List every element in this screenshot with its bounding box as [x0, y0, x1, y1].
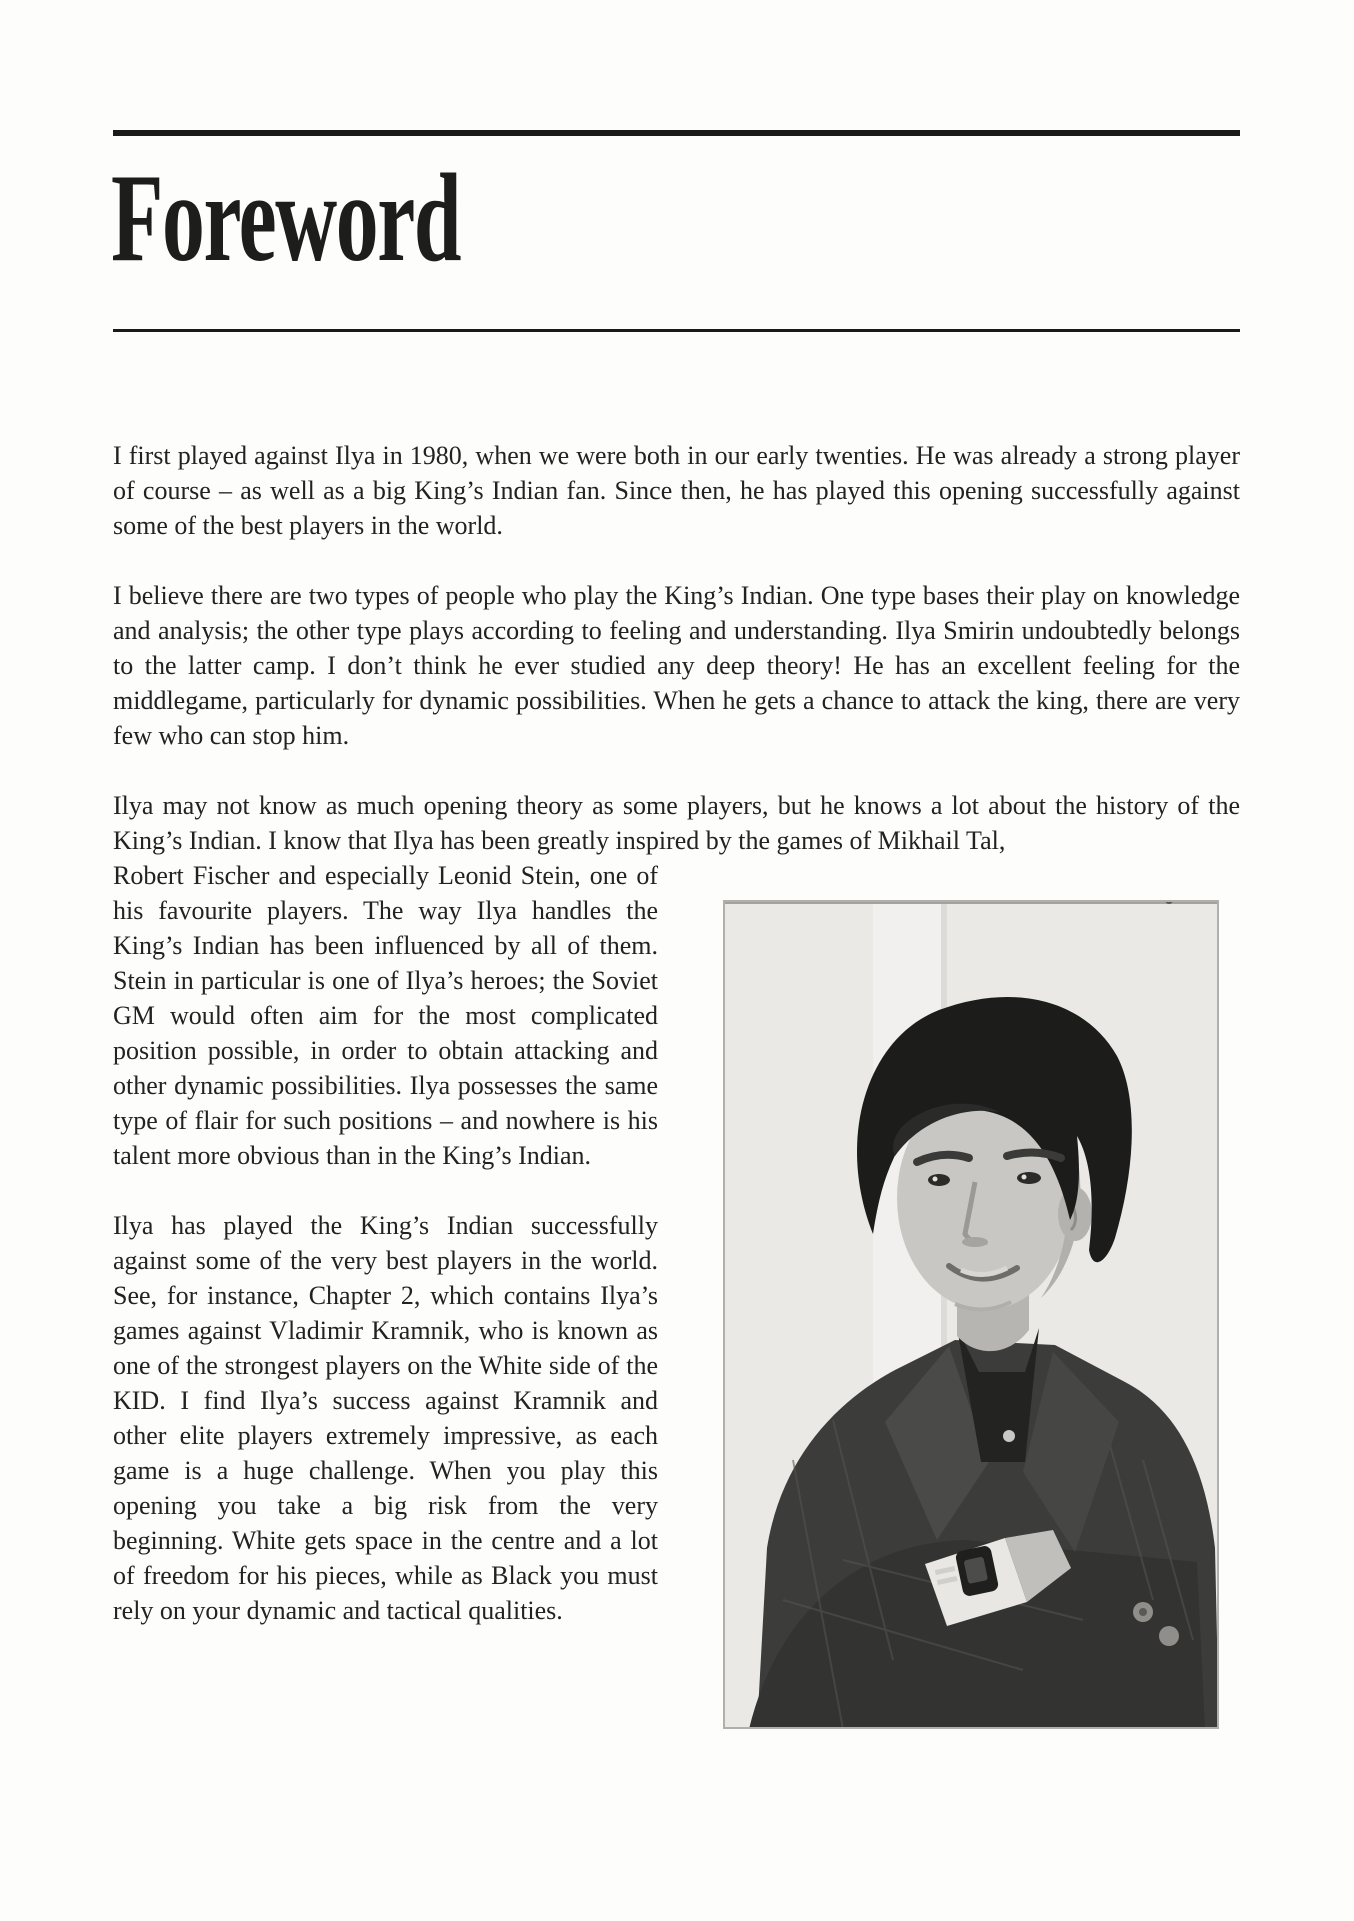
paragraph-1: I first played against Ilya in 1980, when we were both in our early twenties. He was already a strong player of course – as well as a big King’s Indian fan. Since then, he has played this opening successfully against some of the best players in the world.	[113, 441, 1240, 540]
paragraph-2: I believe there are two types of people who play the King’s Indian. One type bases their play on knowledge and analysis; the other type plays according to feeling and understanding. Ilya Smirin undoubtedly belongs to the latter camp. I don’t think he ever studied any deep theory! He has an excellent feeling for the middlegame, particularly for dynamic possibilities. When he gets a chance to attack the king, there are very few who can stop him.	[113, 581, 1240, 750]
title-rule	[113, 329, 1240, 332]
photo-wrap-section	[113, 858, 1240, 1729]
top-rule	[113, 130, 1240, 136]
paragraph-3-continued: Robert Fischer and especially Leonid Stein, one of his favourite players. The way Ilya handles the King’s Indian has been influenced by all of them. Stein in particular is one of Ilya’s heroes; the Soviet GM would often aim for the most complicated position possible, in order to obtain attacking and other dynamic possibilities. Ilya possesses the same type of flair for such positions – and nowhere is his talent more obvious than in the King’s Indian.	[113, 861, 658, 1170]
paragraph-4: Ilya has played the King’s Indian successfully against some of the very best players in the world. See, for instance, Chapter 2, which contains Ilya’s games against Vladimir Kramnik, who is known as one of the strongest players on the White side of the KID. I find Ilya’s success against Kramnik and other elite players extremely impressive, as each game is a huge challenge. When you play this opening you take a big risk from the very beginning. White gets space in the centre and a lot of freedom for his pieces, while as Black you must rely on your dynamic and tactical qualities.	[113, 1211, 658, 1625]
page-title: Foreword	[111, 149, 461, 288]
paragraph-3-intro: Ilya may not know as much opening theory as some players, but he knows a lot about the history of the King’s Indian. I know that Ilya has been greatly inspired by the games of Mikhail Tal,	[113, 791, 1240, 855]
body-text	[113, 438, 1240, 1729]
